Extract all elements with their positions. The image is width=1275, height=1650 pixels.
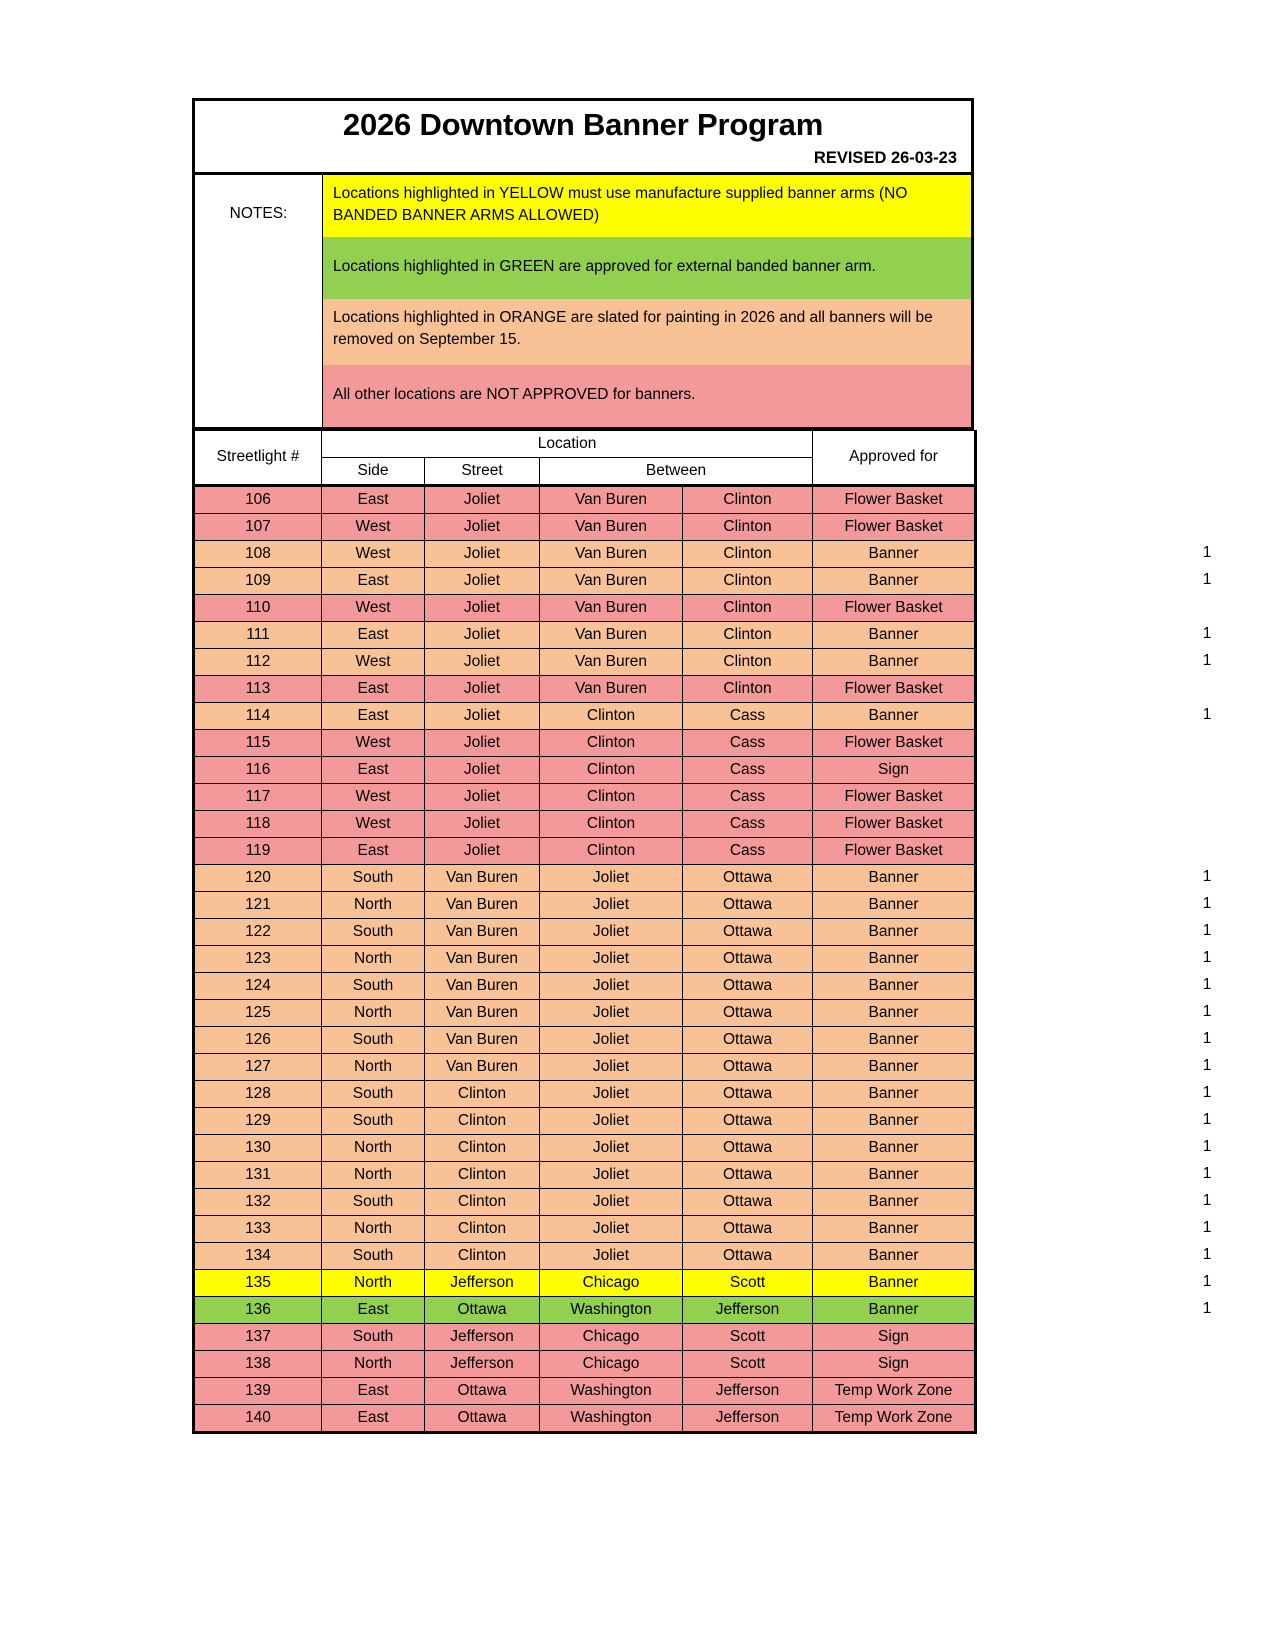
cell-street: Van Buren [425, 891, 540, 918]
cell-side: East [322, 702, 425, 729]
cell-between-from: Chicago [540, 1269, 683, 1296]
table-row [194, 864, 976, 891]
cell-approved-for: Flower Basket [813, 729, 976, 756]
table-row [194, 1026, 976, 1053]
cell-approved-for: Banner [813, 1161, 976, 1188]
row-marker: 1 [1202, 895, 1212, 913]
cell-approved-for: Banner [813, 702, 976, 729]
cell-approved-for: Banner [813, 1053, 976, 1080]
row-marker: 1 [1202, 571, 1212, 589]
row-marker: 1 [1202, 1165, 1212, 1183]
table-row [194, 1188, 976, 1215]
cell-between-to: Ottawa [683, 945, 813, 972]
table-row [194, 918, 976, 945]
cell-side: South [322, 1242, 425, 1269]
notes-label: NOTES: [229, 204, 288, 222]
table-row [194, 783, 976, 810]
banner-table [192, 430, 977, 1434]
cell-side: North [322, 1053, 425, 1080]
row-marker: 1 [1202, 1219, 1212, 1237]
cell-approved-for: Banner [813, 1296, 976, 1323]
cell-between-from: Joliet [540, 1134, 683, 1161]
cell-between-from: Chicago [540, 1323, 683, 1350]
row-marker: 1 [1202, 949, 1212, 967]
cell-approved-for: Sign [813, 1350, 976, 1377]
cell-side: South [322, 864, 425, 891]
cell-side: South [322, 918, 425, 945]
cell-approved-for: Banner [813, 648, 976, 675]
cell-side: East [322, 675, 425, 702]
cell-streetlight: 118 [194, 810, 322, 837]
cell-streetlight: 140 [194, 1404, 322, 1432]
cell-approved-for: Banner [813, 1080, 976, 1107]
table-row [194, 1053, 976, 1080]
cell-street: Joliet [425, 594, 540, 621]
cell-approved-for: Banner [813, 1269, 976, 1296]
table-row [194, 1161, 976, 1188]
cell-streetlight: 133 [194, 1215, 322, 1242]
cell-streetlight: 113 [194, 675, 322, 702]
cell-approved-for: Banner [813, 972, 976, 999]
row-marker: 1 [1202, 706, 1212, 724]
cell-streetlight: 139 [194, 1377, 322, 1404]
cell-street: Jefferson [425, 1323, 540, 1350]
cell-street: Van Buren [425, 999, 540, 1026]
cell-between-to: Ottawa [683, 1161, 813, 1188]
cell-streetlight: 106 [194, 485, 322, 513]
cell-between-from: Joliet [540, 945, 683, 972]
cell-streetlight: 134 [194, 1242, 322, 1269]
notes-label-cell [195, 175, 323, 427]
cell-approved-for: Flower Basket [813, 513, 976, 540]
table-row [194, 594, 976, 621]
cell-between-from: Joliet [540, 891, 683, 918]
table-row [194, 1377, 976, 1404]
cell-between-to: Scott [683, 1323, 813, 1350]
table-row [194, 540, 976, 567]
cell-between-from: Van Buren [540, 513, 683, 540]
table-row [194, 702, 976, 729]
cell-side: West [322, 729, 425, 756]
cell-streetlight: 129 [194, 1107, 322, 1134]
cell-streetlight: 127 [194, 1053, 322, 1080]
table-row [194, 810, 976, 837]
cell-side: East [322, 756, 425, 783]
cell-between-to: Jefferson [683, 1377, 813, 1404]
cell-streetlight: 123 [194, 945, 322, 972]
table-row [194, 621, 976, 648]
cell-between-to: Clinton [683, 540, 813, 567]
cell-between-from: Van Buren [540, 648, 683, 675]
cell-between-to: Ottawa [683, 1242, 813, 1269]
cell-streetlight: 109 [194, 567, 322, 594]
cell-approved-for: Banner [813, 1188, 976, 1215]
cell-side: East [322, 1296, 425, 1323]
cell-between-to: Clinton [683, 648, 813, 675]
table-row [194, 999, 976, 1026]
cell-approved-for: Banner [813, 945, 976, 972]
notes-block [192, 175, 974, 430]
table-row [194, 1296, 976, 1323]
table-row [194, 972, 976, 999]
cell-street: Joliet [425, 621, 540, 648]
cell-side: South [322, 972, 425, 999]
cell-streetlight: 128 [194, 1080, 322, 1107]
cell-street: Van Buren [425, 972, 540, 999]
cell-street: Clinton [425, 1080, 540, 1107]
cell-streetlight: 122 [194, 918, 322, 945]
cell-approved-for: Sign [813, 1323, 976, 1350]
table-row [194, 513, 976, 540]
cell-streetlight: 132 [194, 1188, 322, 1215]
cell-street: Joliet [425, 783, 540, 810]
cell-between-to: Ottawa [683, 1134, 813, 1161]
cell-approved-for: Flower Basket [813, 675, 976, 702]
cell-between-to: Scott [683, 1350, 813, 1377]
table-row [194, 567, 976, 594]
cell-street: Joliet [425, 702, 540, 729]
cell-between-from: Washington [540, 1296, 683, 1323]
cell-side: East [322, 837, 425, 864]
cell-side: East [322, 1404, 425, 1432]
cell-side: West [322, 513, 425, 540]
cell-between-to: Scott [683, 1269, 813, 1296]
cell-streetlight: 124 [194, 972, 322, 999]
cell-between-from: Joliet [540, 918, 683, 945]
table-row [194, 648, 976, 675]
header-approved-for: Approved for [813, 430, 976, 485]
cell-street: Ottawa [425, 1404, 540, 1432]
cell-between-to: Cass [683, 702, 813, 729]
cell-streetlight: 137 [194, 1323, 322, 1350]
cell-between-from: Joliet [540, 999, 683, 1026]
cell-approved-for: Banner [813, 1026, 976, 1053]
cell-between-to: Ottawa [683, 1188, 813, 1215]
cell-between-to: Jefferson [683, 1296, 813, 1323]
cell-side: South [322, 1323, 425, 1350]
table-row [194, 1242, 976, 1269]
cell-between-from: Clinton [540, 837, 683, 864]
cell-street: Joliet [425, 675, 540, 702]
cell-approved-for: Flower Basket [813, 837, 976, 864]
note-yellow: Locations highlighted in YELLOW must use manufacture supplied banner arms (NO BANDED BANNER ARMS ALLOWED) [323, 175, 971, 237]
cell-between-to: Ottawa [683, 864, 813, 891]
banner-program-sheet [192, 98, 1212, 1434]
table-row [194, 729, 976, 756]
cell-between-from: Joliet [540, 1026, 683, 1053]
cell-approved-for: Flower Basket [813, 485, 976, 513]
row-marker: 1 [1202, 1246, 1212, 1264]
cell-street: Joliet [425, 756, 540, 783]
cell-between-to: Jefferson [683, 1404, 813, 1432]
cell-streetlight: 107 [194, 513, 322, 540]
cell-side: South [322, 1107, 425, 1134]
cell-between-to: Clinton [683, 567, 813, 594]
cell-side: West [322, 540, 425, 567]
cell-between-from: Van Buren [540, 675, 683, 702]
table-row [194, 837, 976, 864]
cell-between-to: Ottawa [683, 1080, 813, 1107]
cell-streetlight: 111 [194, 621, 322, 648]
cell-between-to: Clinton [683, 621, 813, 648]
cell-between-from: Joliet [540, 1188, 683, 1215]
cell-street: Joliet [425, 513, 540, 540]
header-street: Street [425, 457, 540, 485]
cell-between-from: Van Buren [540, 621, 683, 648]
note-orange: Locations highlighted in ORANGE are slated for painting in 2026 and all banners will be removed on September 15. [323, 299, 971, 365]
cell-street: Joliet [425, 540, 540, 567]
header-side: Side [322, 457, 425, 485]
cell-between-to: Clinton [683, 513, 813, 540]
cell-between-from: Van Buren [540, 594, 683, 621]
page-title: 2026 Downtown Banner Program [342, 107, 824, 142]
header-streetlight: Streetlight # [194, 430, 322, 485]
cell-between-to: Ottawa [683, 1107, 813, 1134]
row-marker: 1 [1202, 868, 1212, 886]
table-header-group-row [194, 430, 976, 457]
cell-between-from: Clinton [540, 729, 683, 756]
cell-street: Joliet [425, 729, 540, 756]
revision-label: REVISED 26-03-23 [813, 148, 957, 167]
cell-between-from: Washington [540, 1377, 683, 1404]
cell-approved-for: Temp Work Zone [813, 1377, 976, 1404]
note-red: All other locations are NOT APPROVED for banners. [323, 365, 971, 427]
cell-streetlight: 121 [194, 891, 322, 918]
cell-side: West [322, 594, 425, 621]
row-marker: 1 [1202, 1300, 1212, 1318]
table-row [194, 1215, 976, 1242]
row-marker: 1 [1202, 976, 1212, 994]
table-row [194, 891, 976, 918]
cell-between-to: Ottawa [683, 999, 813, 1026]
cell-approved-for: Flower Basket [813, 810, 976, 837]
cell-between-to: Ottawa [683, 891, 813, 918]
cell-between-from: Joliet [540, 1107, 683, 1134]
cell-street: Clinton [425, 1107, 540, 1134]
cell-between-from: Clinton [540, 756, 683, 783]
cell-street: Clinton [425, 1134, 540, 1161]
row-marker: 1 [1202, 1003, 1212, 1021]
cell-street: Joliet [425, 567, 540, 594]
cell-between-from: Joliet [540, 1161, 683, 1188]
cell-between-to: Clinton [683, 675, 813, 702]
cell-street: Van Buren [425, 1053, 540, 1080]
cell-street: Joliet [425, 810, 540, 837]
cell-approved-for: Banner [813, 1215, 976, 1242]
cell-approved-for: Banner [813, 567, 976, 594]
cell-side: North [322, 891, 425, 918]
cell-side: North [322, 945, 425, 972]
cell-streetlight: 117 [194, 783, 322, 810]
cell-between-to: Cass [683, 756, 813, 783]
cell-street: Jefferson [425, 1269, 540, 1296]
cell-between-to: Cass [683, 729, 813, 756]
cell-side: South [322, 1080, 425, 1107]
cell-street: Van Buren [425, 1026, 540, 1053]
cell-between-to: Cass [683, 783, 813, 810]
cell-streetlight: 112 [194, 648, 322, 675]
table-row [194, 1404, 976, 1432]
cell-side: North [322, 1269, 425, 1296]
cell-between-from: Van Buren [540, 567, 683, 594]
cell-street: Jefferson [425, 1350, 540, 1377]
row-marker: 1 [1202, 1138, 1212, 1156]
cell-streetlight: 116 [194, 756, 322, 783]
cell-approved-for: Banner [813, 621, 976, 648]
cell-approved-for: Banner [813, 864, 976, 891]
header-location-group: Location [322, 430, 813, 457]
table-row [194, 1134, 976, 1161]
cell-side: North [322, 1215, 425, 1242]
cell-street: Van Buren [425, 945, 540, 972]
cell-street: Joliet [425, 485, 540, 513]
header-between: Between [540, 457, 813, 485]
cell-side: East [322, 485, 425, 513]
row-marker: 1 [1202, 1111, 1212, 1129]
cell-between-from: Van Buren [540, 485, 683, 513]
table-body [194, 485, 976, 1432]
row-marker: 1 [1202, 1030, 1212, 1048]
cell-street: Clinton [425, 1215, 540, 1242]
cell-streetlight: 120 [194, 864, 322, 891]
cell-between-from: Joliet [540, 1215, 683, 1242]
cell-street: Ottawa [425, 1296, 540, 1323]
cell-streetlight: 115 [194, 729, 322, 756]
cell-approved-for: Banner [813, 540, 976, 567]
cell-street: Clinton [425, 1242, 540, 1269]
row-marker: 1 [1202, 544, 1212, 562]
cell-street: Joliet [425, 837, 540, 864]
cell-side: North [322, 1350, 425, 1377]
cell-approved-for: Flower Basket [813, 594, 976, 621]
cell-between-to: Ottawa [683, 1215, 813, 1242]
cell-approved-for: Banner [813, 891, 976, 918]
row-marker: 1 [1202, 1084, 1212, 1102]
table-row [194, 1269, 976, 1296]
cell-streetlight: 126 [194, 1026, 322, 1053]
cell-between-to: Clinton [683, 485, 813, 513]
cell-between-to: Ottawa [683, 1026, 813, 1053]
cell-approved-for: Banner [813, 1134, 976, 1161]
cell-streetlight: 108 [194, 540, 322, 567]
cell-side: North [322, 1134, 425, 1161]
cell-streetlight: 114 [194, 702, 322, 729]
cell-street: Ottawa [425, 1377, 540, 1404]
cell-side: West [322, 810, 425, 837]
cell-side: North [322, 1161, 425, 1188]
row-marker: 1 [1202, 1273, 1212, 1291]
cell-street: Van Buren [425, 918, 540, 945]
cell-approved-for: Banner [813, 1242, 976, 1269]
cell-side: East [322, 567, 425, 594]
table-row [194, 1080, 976, 1107]
cell-between-from: Clinton [540, 783, 683, 810]
cell-approved-for: Banner [813, 918, 976, 945]
row-marker: 1 [1202, 652, 1212, 670]
row-marker: 1 [1202, 922, 1212, 940]
cell-streetlight: 138 [194, 1350, 322, 1377]
table-row [194, 1323, 976, 1350]
cell-approved-for: Banner [813, 999, 976, 1026]
title-block [192, 98, 974, 175]
cell-approved-for: Banner [813, 1107, 976, 1134]
cell-between-to: Ottawa [683, 972, 813, 999]
note-green: Locations highlighted in GREEN are approved for external banded banner arm. [323, 237, 971, 299]
table-row [194, 756, 976, 783]
cell-streetlight: 130 [194, 1134, 322, 1161]
cell-side: East [322, 621, 425, 648]
cell-between-to: Cass [683, 810, 813, 837]
cell-side: West [322, 648, 425, 675]
cell-side: South [322, 1188, 425, 1215]
row-marker: 1 [1202, 1192, 1212, 1210]
cell-streetlight: 119 [194, 837, 322, 864]
cell-streetlight: 110 [194, 594, 322, 621]
cell-between-from: Clinton [540, 810, 683, 837]
cell-between-from: Joliet [540, 1053, 683, 1080]
cell-street: Clinton [425, 1188, 540, 1215]
cell-streetlight: 131 [194, 1161, 322, 1188]
cell-approved-for: Flower Basket [813, 783, 976, 810]
cell-streetlight: 135 [194, 1269, 322, 1296]
cell-between-from: Washington [540, 1404, 683, 1432]
cell-between-from: Clinton [540, 702, 683, 729]
cell-side: West [322, 783, 425, 810]
row-marker: 1 [1202, 1057, 1212, 1075]
cell-between-from: Van Buren [540, 540, 683, 567]
cell-street: Van Buren [425, 864, 540, 891]
table-row [194, 1350, 976, 1377]
cell-approved-for: Temp Work Zone [813, 1404, 976, 1432]
cell-streetlight: 125 [194, 999, 322, 1026]
cell-between-from: Joliet [540, 1080, 683, 1107]
cell-side: East [322, 1377, 425, 1404]
table-row [194, 485, 976, 513]
cell-street: Joliet [425, 648, 540, 675]
row-marker: 1 [1202, 625, 1212, 643]
cell-side: North [322, 999, 425, 1026]
cell-between-from: Joliet [540, 864, 683, 891]
cell-approved-for: Sign [813, 756, 976, 783]
cell-between-from: Joliet [540, 972, 683, 999]
cell-streetlight: 136 [194, 1296, 322, 1323]
cell-between-to: Clinton [683, 594, 813, 621]
table-row [194, 945, 976, 972]
cell-street: Clinton [425, 1161, 540, 1188]
cell-between-from: Joliet [540, 1242, 683, 1269]
table-row [194, 1107, 976, 1134]
cell-between-to: Cass [683, 837, 813, 864]
cell-between-to: Ottawa [683, 918, 813, 945]
cell-between-to: Ottawa [683, 1053, 813, 1080]
notes-list [323, 175, 971, 427]
table-row [194, 675, 976, 702]
cell-side: South [322, 1026, 425, 1053]
cell-between-from: Chicago [540, 1350, 683, 1377]
